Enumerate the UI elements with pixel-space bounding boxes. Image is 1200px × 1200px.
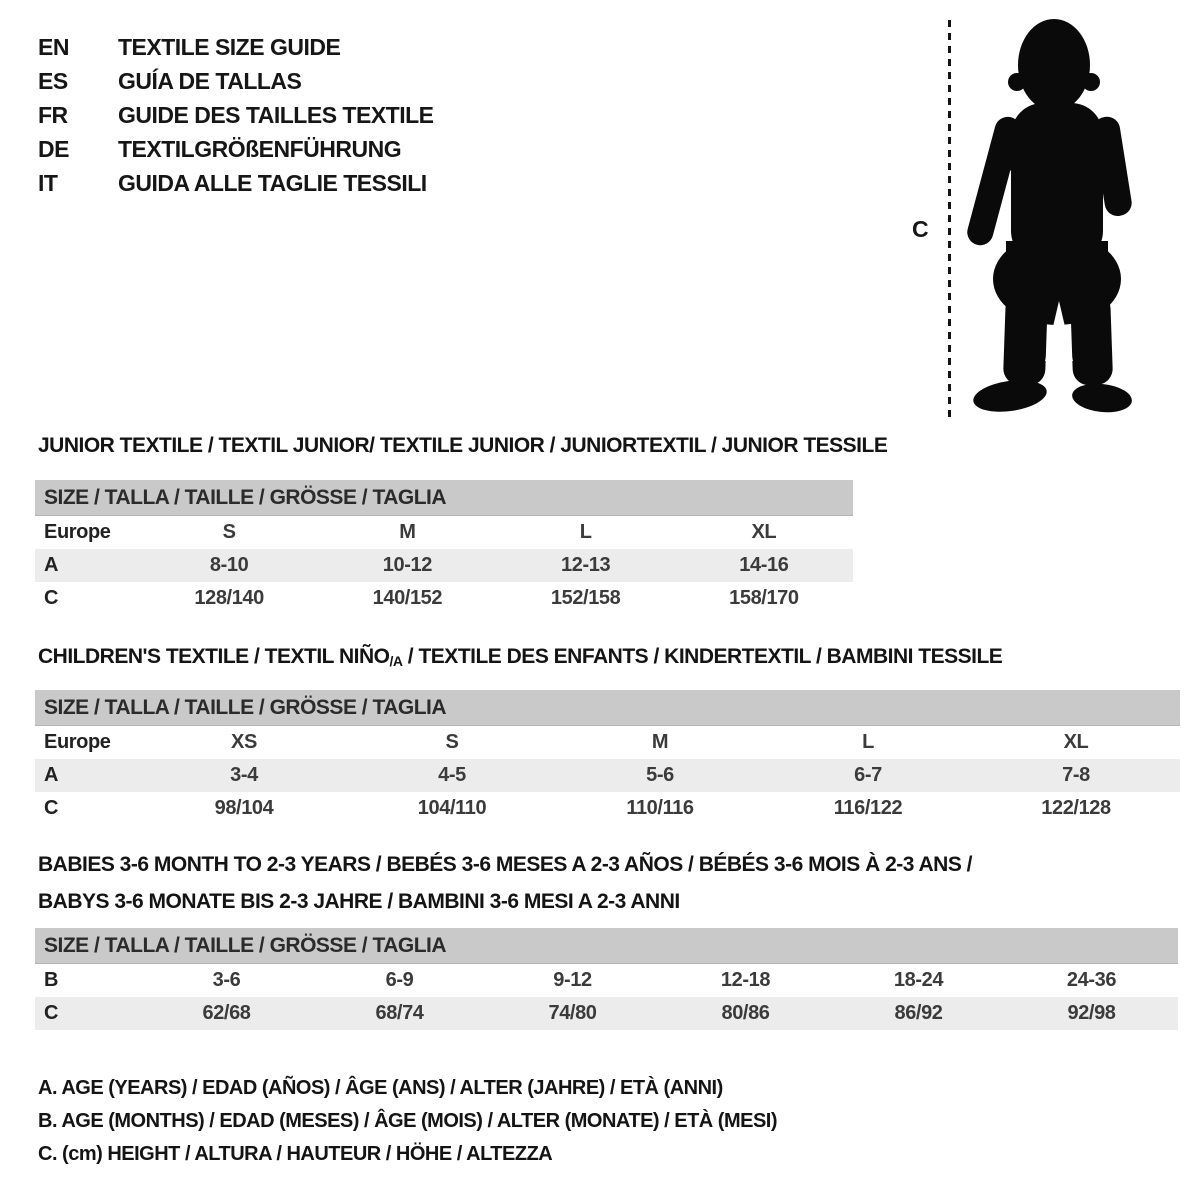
- language-title: TEXTILE SIZE GUIDE: [118, 34, 341, 60]
- language-list: [38, 34, 434, 204]
- junior-size-table: [35, 480, 853, 615]
- row-label: C: [44, 797, 59, 819]
- babies-size-header-bar: SIZE / TALLA / TAILLE / GRÖSSE / TAGLIA: [35, 928, 1178, 964]
- height-cell: 140/152: [372, 587, 443, 609]
- row-label: Europe: [44, 521, 111, 543]
- height-cell: 152/158: [550, 587, 621, 609]
- size-cell: XL: [751, 521, 777, 543]
- height-cell: 104/110: [417, 797, 487, 819]
- height-cell: 80/86: [721, 1002, 770, 1024]
- age-cell: 14-16: [739, 554, 789, 576]
- footnote-b: B. AGE (MONTHS) / EDAD (MESES) / ÂGE (MOIS) / ALTER (MONATE) / ETÀ (MESI): [38, 1110, 778, 1132]
- language-row-fr: [38, 102, 434, 136]
- age-cell: 10-12: [382, 554, 432, 576]
- table-row: [35, 516, 853, 549]
- babies-section-title-line2: BABYS 3-6 MONATE BIS 2-3 JAHRE / BAMBINI 3-6 MESI A 2-3 ANNI: [38, 890, 680, 913]
- age-cell: 4-5: [438, 764, 466, 786]
- height-measure-label: C: [912, 216, 929, 242]
- table-row: [35, 997, 1178, 1030]
- footnote-a: A. AGE (YEARS) / EDAD (AÑOS) / ÂGE (ANS) / ALTER (JAHRE) / ETÀ (ANNI): [38, 1077, 723, 1099]
- height-cell: 74/80: [548, 1002, 597, 1024]
- height-dashed-line: [948, 20, 951, 418]
- language-code: DE: [38, 136, 69, 162]
- row-label: C: [44, 1002, 59, 1024]
- table-row: [35, 792, 1180, 825]
- age-cell: 5-6: [646, 764, 674, 786]
- children-size-table: [35, 690, 1180, 825]
- height-cell: 92/98: [1067, 1002, 1116, 1024]
- language-row-it: [38, 170, 434, 204]
- junior-section-title: JUNIOR TEXTILE / TEXTIL JUNIOR/ TEXTILE JUNIOR / JUNIORTEXTIL / JUNIOR TESSILE: [38, 434, 888, 457]
- row-label: C: [44, 587, 59, 609]
- children-size-header-bar: SIZE / TALLA / TAILLE / GRÖSSE / TAGLIA: [35, 690, 1180, 726]
- height-cell: 62/68: [202, 1002, 251, 1024]
- age-cell: 24-36: [1066, 969, 1117, 991]
- language-row-en: [38, 34, 434, 68]
- footnote-c: C. (cm) HEIGHT / ALTURA / HAUTEUR / HÖHE / ALTEZZA: [38, 1143, 553, 1165]
- baby-toddler-silhouette-icon: [966, 13, 1138, 415]
- age-cell: 6-7: [854, 764, 882, 786]
- age-cell: 6-9: [385, 969, 414, 991]
- size-cell: M: [651, 731, 669, 753]
- age-cell: 8-10: [209, 554, 249, 576]
- height-cell: 98/104: [214, 797, 274, 819]
- language-title: GUIDE DES TAILLES TEXTILE: [118, 102, 434, 128]
- size-cell: S: [445, 731, 459, 753]
- height-cell: 86/92: [894, 1002, 943, 1024]
- footnotes: [38, 1077, 777, 1176]
- language-code: EN: [38, 34, 69, 60]
- age-cell: 9-12: [553, 969, 592, 991]
- row-label: A: [44, 764, 59, 786]
- language-code: ES: [38, 68, 68, 94]
- size-cell: XL: [1063, 731, 1089, 753]
- language-code: FR: [38, 102, 68, 128]
- age-cell: 3-4: [230, 764, 258, 786]
- size-cell: S: [222, 521, 236, 543]
- language-title: TEXTILGRÖßENFÜHRUNG: [118, 136, 402, 162]
- height-cell: 68/74: [375, 1002, 424, 1024]
- junior-size-header-bar: SIZE / TALLA / TAILLE / GRÖSSE / TAGLIA: [35, 480, 853, 516]
- language-title: GUIDA ALLE TAGLIE TESSILI: [118, 170, 427, 196]
- children-section-title: [38, 645, 1002, 669]
- size-cell: L: [579, 521, 592, 543]
- babies-section-title-line1: BABIES 3-6 MONTH TO 2-3 YEARS / BEBÉS 3-6 MESES A 2-3 AÑOS / BÉBÉS 3-6 MOIS À 2-3 ANS /: [38, 853, 973, 876]
- height-cell: 110/116: [626, 797, 694, 819]
- language-row-de: [38, 136, 434, 170]
- children-title-part2: / TEXTILE DES ENFANTS / KINDERTEXTIL / BAMBINI TESSILE: [402, 645, 1003, 668]
- table-row: [35, 726, 1180, 759]
- language-code: IT: [38, 170, 58, 196]
- size-cell: M: [399, 521, 416, 543]
- size-cell: XS: [231, 731, 257, 753]
- height-cell: 116/122: [833, 797, 903, 819]
- table-row: [35, 759, 1180, 792]
- row-label: Europe: [44, 731, 111, 753]
- age-cell: 7-8: [1062, 764, 1090, 786]
- size-cell: L: [862, 731, 874, 753]
- table-row: [35, 549, 853, 582]
- age-cell: 12-18: [720, 969, 771, 991]
- row-label: B: [44, 969, 59, 991]
- children-title-part1: CHILDREN'S TEXTILE / TEXTIL NIÑO: [38, 645, 390, 668]
- age-cell: 3-6: [212, 969, 241, 991]
- language-title: GUÍA DE TALLAS: [118, 68, 302, 94]
- table-row: [35, 582, 853, 615]
- height-cell: 128/140: [194, 587, 264, 609]
- height-cell: 158/170: [729, 587, 799, 609]
- age-cell: 12-13: [561, 554, 611, 576]
- row-label: A: [44, 554, 59, 576]
- children-title-sub: /A: [389, 653, 403, 669]
- height-cell: 122/128: [1041, 797, 1111, 819]
- age-cell: 18-24: [893, 969, 944, 991]
- language-row-es: [38, 68, 434, 102]
- table-row: [35, 964, 1178, 997]
- babies-size-table: [35, 928, 1178, 1030]
